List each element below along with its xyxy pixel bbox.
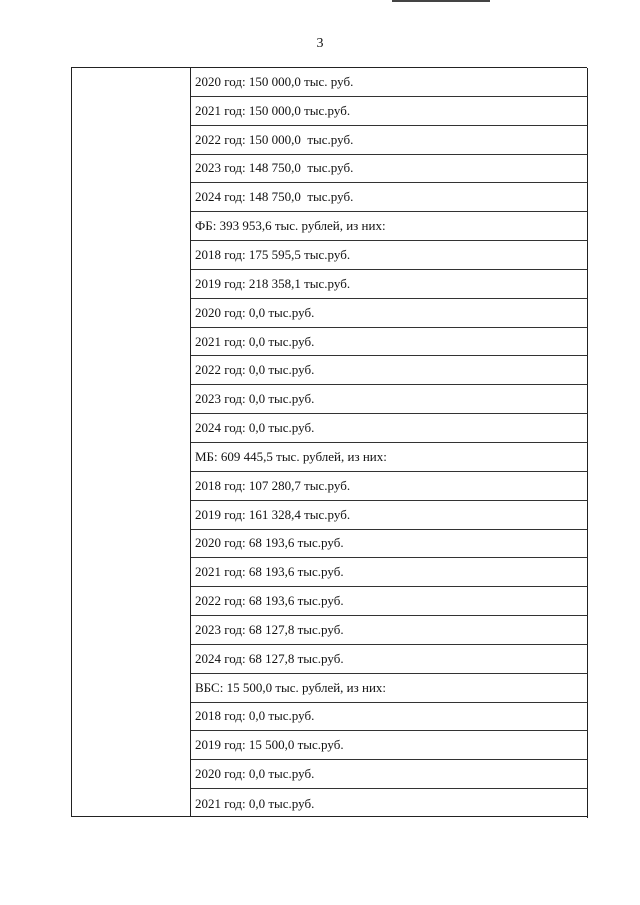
table-row: 2018 год: 175 595,5 тыс.руб. (191, 241, 588, 270)
table-row: 2020 год: 68 193,6 тыс.руб. (191, 530, 588, 559)
table-row: 2021 год: 0,0 тыс.руб. (191, 328, 588, 357)
table-row: 2020 год: 0,0 тыс.руб. (191, 760, 588, 789)
table-row: 2019 год: 218 358,1 тыс.руб. (191, 270, 588, 299)
table-row-section-mb: МБ: 609 445,5 тыс. рублей, из них: (191, 443, 588, 472)
table-row: 2024 год: 148 750,0 тыс.руб. (191, 183, 588, 212)
table-row-section-vbs: ВБС: 15 500,0 тыс. рублей, из них: (191, 674, 588, 703)
table-row: 2023 год: 148 750,0 тыс.руб. (191, 155, 588, 184)
top-edge-mark (392, 0, 490, 2)
table-row: 2020 год: 0,0 тыс.руб. (191, 299, 588, 328)
table-row: 2022 год: 0,0 тыс.руб. (191, 356, 588, 385)
table-row: 2020 год: 150 000,0 тыс. руб. (191, 68, 588, 97)
page-number: 3 (316, 36, 324, 51)
table-row: 2021 год: 150 000,0 тыс.руб. (191, 97, 588, 126)
table-left-column-empty (72, 68, 190, 816)
funding-table (71, 67, 587, 817)
table-row: 2024 год: 0,0 тыс.руб. (191, 414, 588, 443)
table-right-column (190, 68, 588, 816)
table-row: 2021 год: 0,0 тыс.руб. (191, 789, 588, 818)
table-row: 2019 год: 15 500,0 тыс.руб. (191, 731, 588, 760)
table-row: 2022 год: 68 193,6 тыс.руб. (191, 587, 588, 616)
table-row: 2023 год: 68 127,8 тыс.руб. (191, 616, 588, 645)
table-row-section-fb: ФБ: 393 953,6 тыс. рублей, из них: (191, 212, 588, 241)
table-row: 2021 год: 68 193,6 тыс.руб. (191, 558, 588, 587)
table-row: 2024 год: 68 127,8 тыс.руб. (191, 645, 588, 674)
table-row: 2022 год: 150 000,0 тыс.руб. (191, 126, 588, 155)
table-row: 2023 год: 0,0 тыс.руб. (191, 385, 588, 414)
table-row: 2018 год: 107 280,7 тыс.руб. (191, 472, 588, 501)
table-row: 2018 год: 0,0 тыс.руб. (191, 703, 588, 732)
table-row: 2019 год: 161 328,4 тыс.руб. (191, 501, 588, 530)
